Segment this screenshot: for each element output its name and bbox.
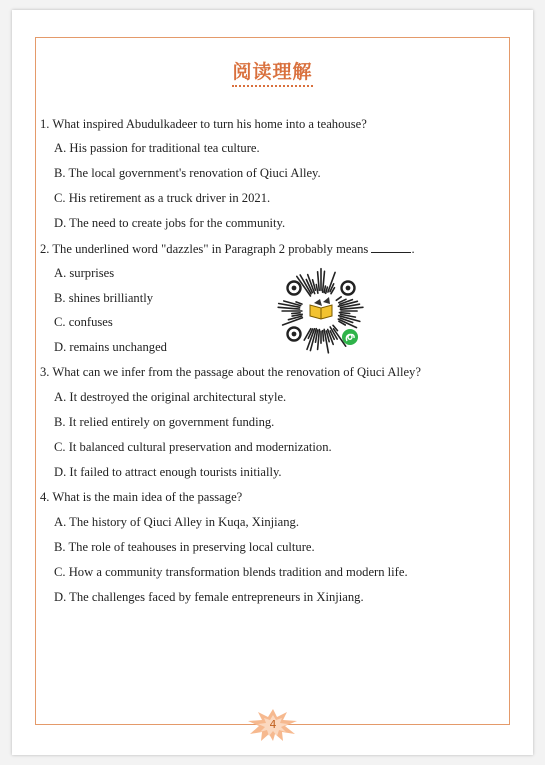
question-4-option-b: B. The role of teahouses in preserving local culture. [54,540,315,554]
question-4-option-d: D. The challenges faced by female entrepreneurs in Xinjiang. [54,590,364,604]
question-2-option-d: D. remains unchanged [54,340,167,354]
page-number-badge [247,708,299,742]
qr-code-graphic [276,266,366,356]
question-4: 4. What is the main idea of the passage? [40,490,243,504]
question-2 [40,240,415,257]
answer-blank [371,240,411,253]
question-1-option-c: C. His retirement as a truck driver in 2021. [54,191,271,205]
page-number: 4 [269,718,277,731]
question-2-option-c: C. confuses [54,315,113,329]
question-2-option-a: A. surprises [54,266,115,280]
question-1: 1. What inspired Abudulkadeer to turn his home into a teahouse? [40,117,367,131]
mini-program-code-icon[interactable] [276,266,366,356]
question-1-option-d: D. The need to create jobs for the community. [54,216,286,230]
question-1-option-a: A. His passion for traditional tea culture. [54,141,260,155]
question-3-option-b: B. It relied entirely on government funding. [54,415,275,429]
question-2-period: . [411,242,415,256]
question-2-text: 2. The underlined word "dazzles" in Paragraph 2 probably means [40,242,369,256]
question-3-option-d: D. It failed to attract enough tourists initially. [54,465,282,479]
question-2-option-b: B. shines brilliantly [54,291,153,305]
question-4-option-a: A. The history of Qiuci Alley in Kuqa, Xinjiang. [54,515,299,529]
question-3-option-a: A. It destroyed the original architectural style. [54,390,287,404]
question-4-option-c: C. How a community transformation blends tradition and modern life. [54,565,408,579]
question-3: 3. What can we infer from the passage about the renovation of Qiuci Alley? [40,365,421,379]
question-3-option-c: C. It balanced cultural preservation and modernization. [54,440,332,454]
page-title-text: 阅读理解 [232,57,312,87]
page-title [0,57,545,87]
question-1-option-b: B. The local government's renovation of Qiuci Alley. [54,166,321,180]
